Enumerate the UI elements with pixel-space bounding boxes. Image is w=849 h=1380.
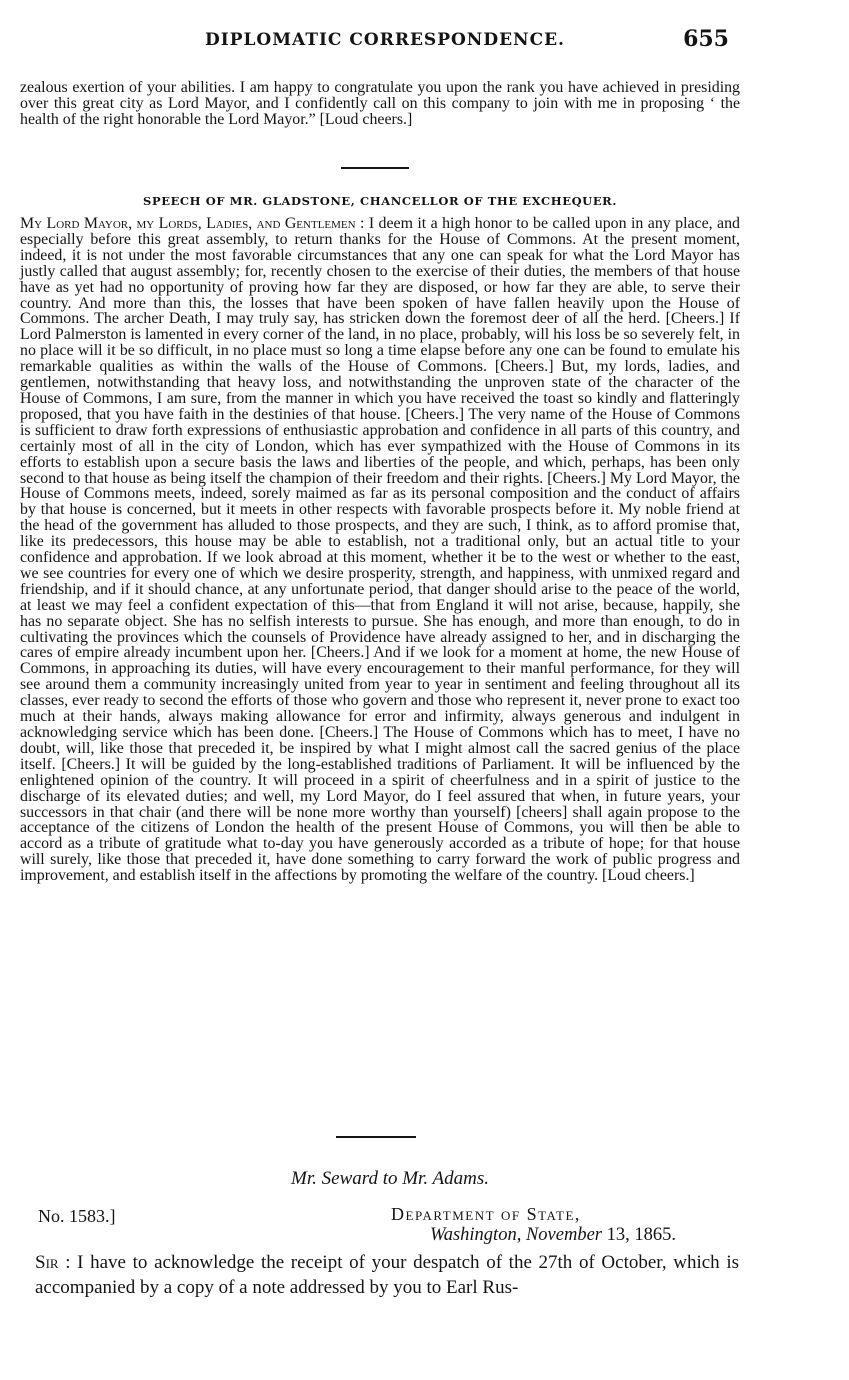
intro-paragraph: zealous exertion of your abilities. I am happy to congratulate you upon the rank you have achieved in presiding over this great city as Lord Mayor, and I confidently call on this company to join with me in proposing ‘ the health of the right honorable the Lord Mayor.” [Loud cheers.] — [20, 79, 740, 128]
section-divider — [336, 1136, 416, 1138]
speech-salutation: My Lord Mayor, my Lords, Ladies, and Gentlemen : — [20, 215, 365, 232]
section-divider — [341, 167, 409, 169]
speech-paragraph — [20, 216, 740, 884]
letter-salutation: Sir : — [35, 1252, 71, 1273]
page-number: 655 — [683, 26, 729, 52]
letter-paragraph — [35, 1250, 739, 1300]
letter-place-date — [430, 1225, 676, 1246]
letter-title: Mr. Seward to Mr. Adams. — [291, 1168, 489, 1189]
letter-date-rest: 13, 1865. — [606, 1225, 676, 1245]
running-title: DIPLOMATIC CORRESPONDENCE. — [205, 30, 565, 50]
speech-heading: SPEECH OF MR. GLADSTONE, CHANCELLOR OF THE EXCHEQUER. — [143, 194, 617, 208]
letter-number: No. 1583.] — [38, 1206, 116, 1226]
letter-body: I have to acknowledge the receipt of your despatch of the 27th of October, which is accompanied by a copy of a note addressed by you to Earl Rus- — [35, 1252, 739, 1298]
letter-place: Washington, — [430, 1225, 522, 1245]
letter-department: Department of State, — [391, 1204, 581, 1224]
speech-body: I deem it a high honor to be called upon in any place, and especially before this great assembly, to return thanks for the House of Commons. At the present moment, indeed, it is not under the most favorable circumstances that any one can speak for what the Lord Mayor has justly called that august assembly; for, recently chosen to the exercise of their duties, the members of that house have as yet had no opportunity of proving how far they are disposed, or how far they are able, to serve their country. And more than this, the losses that have been spoken of have fallen heavily upon the House of Commons. The archer Death, I may truly say, has stricken down the foremost deer of all the herd. [Cheers.] If Lord Palmerston is lamented in every corner of the land, in no place, probably, will his loss be so severely felt, in no place will it be so difficult, in no place must so long a time elapse before any one can be found to emulate his remarkable qualities as within the walls of the House of Commons. [Cheers.] But, my lords, ladies, and gentlemen, notwithstanding that heavy loss, and notwithstanding the unproven state of the character of the House of Commons, I am sure, from the manner in which you have received the toast so kindly and flatteringly proposed, that you have faith in the destinies of that house. [Cheers.] The very name of the House of Commons is sufficient to draw forth expressions of enthusiastic approbation and confidence in all parts of this country, and certainly most of all in the city of London, which has ever sympathized with the House of Commons in its efforts to establish upon a secure basis the laws and liberties of the people, and which, perhaps, has been only second to that house as being itself the champion of their freedom and their rights. [Cheers.] My Lord Mayor, the House of Commons meets, indeed, sorely maimed as far as its personal composition and the conduct of affairs by that house is concerned, but it meets in other respects with favorable prospects before it. My noble friend at the head of the government has alluded to those prospects, and they are such, I think, as to afford promise that, like its predecessors, this house may be able to establish, not a traditional only, but an actual title to your confidence and approbation. If we look abroad at this moment, whether it be to the west or whether to the east, we see countries for every one of which we desire prosperity, strength, and happiness, with unmixed regard and friendship, and if it should chance, at any unfortunate period, that danger should arise to the peace of the world, at least we may feel a confident expectation of this—that from England it will not arise, because, happily, she has no separate object. She has no selfish interests to pursue. She has enough, and more than enough, to do in cultivating the provinces which the counsels of Providence have already assigned to her, and in discharging the cares of empire already incumbent upon her. [Cheers.] And if we look for a moment at home, the new House of Commons, in approaching its duties, will have every encouragement to their manful performance, for they will see around them a community increasingly united from year to year in sentiment and feeling throughout all its classes, ever ready to second the efforts of those who govern and those who represent it, never prone to exact too much at their hands, always making allowance for error and infirmity, always generous and indulgent in acknowledging service which has been done. [Cheers.] The House of Commons which has to meet, I have no doubt, will, like those that preceded it, be inspired by what I might almost call the sacred genius of the place itself. [Cheers.] It will be guided by the long-established traditions of Parliament. It will be influenced by the enlightened opinion of the country. It will proceed in a spirit of cheerfulness and in a spirit of justice to the discharge of its elevated duties; and well, my Lord Mayor, do I feel assured that when, in future years, your successors in that chair (and there will be none more worthy than yourself) [cheers] shall again propose to the acceptance of the citizens of London the health of the present House of Commons, you will then be able to accord as a tribute of gratitude what to-day you have generously accorded as a tribute of hope; for that house will surely, like those that preceded it, have done something to carry forward the work of public progress and improvement, and establish itself in the affections by promoting the welfare of the country. [Loud cheers.] — [20, 215, 740, 885]
letter-date-month: November — [525, 1225, 602, 1245]
